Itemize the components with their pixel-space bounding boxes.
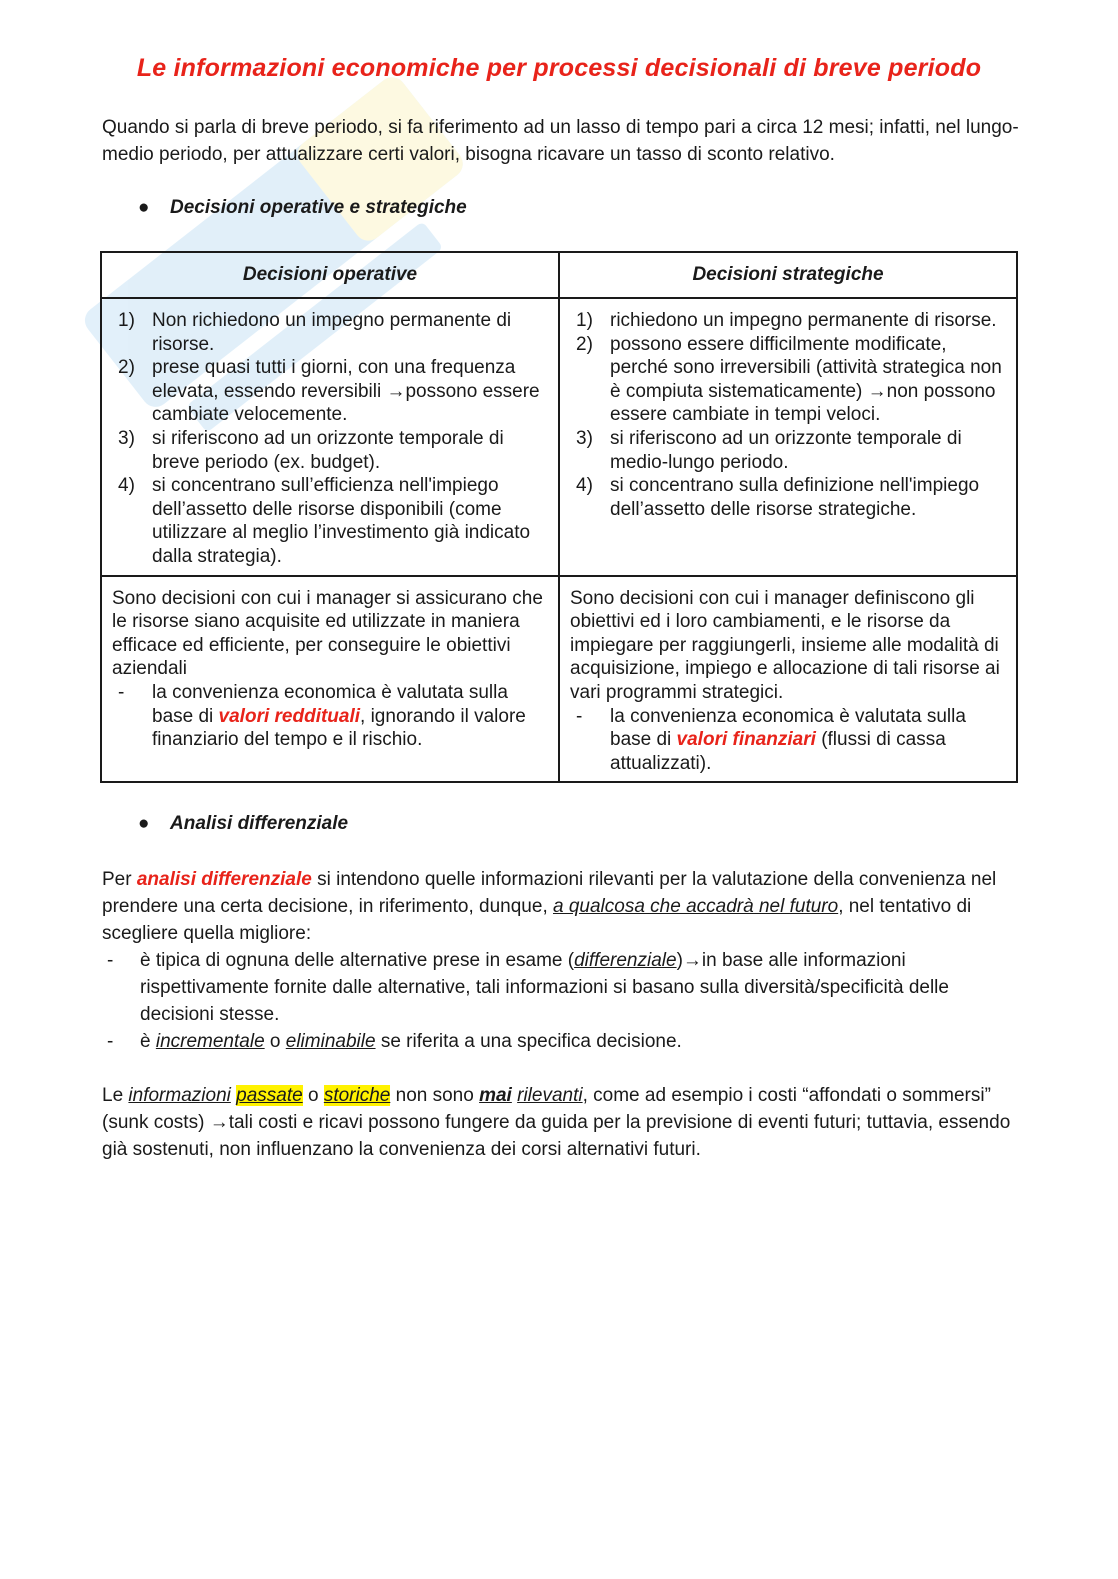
underlined-term: informazioni <box>128 1085 231 1106</box>
section-heading-decisioni <box>138 197 467 219</box>
list-item: 1) richiedono un impegno permanente di risorse. <box>576 310 997 331</box>
page-title: Le informazioni economiche per processi decisionali di breve periodo <box>136 54 982 82</box>
bullet-icon: ● <box>138 197 150 218</box>
list-item: 4) si concentrano sulla definizione nell'impiego dell’assetto delle risorse strategiche. <box>576 475 980 520</box>
underlined-term: rilevanti <box>517 1085 583 1106</box>
list-item: 3) si riferiscono ad un orizzonte temporale di breve periodo (ex. budget). <box>118 427 504 473</box>
analisi-list <box>102 947 1022 1055</box>
list-item: 2) possono essere difficilmente modificate, perché sono irreversibili (attività strategica non è compiuta sistematicamente) →non possono essere cambiate in tempi veloci. <box>576 333 1002 426</box>
underlined-term: incrementale <box>155 1031 265 1052</box>
list-item: 1) Non richiedono un impegno permanente di risorse. <box>118 310 512 355</box>
table-header-row <box>101 252 1017 298</box>
operative-items-cell <box>101 298 559 576</box>
highlight-term: valori finanziari <box>676 729 816 751</box>
section-heading-analisi <box>138 813 348 835</box>
header-operative: Decisioni operative <box>101 252 559 298</box>
strategic-items-cell <box>559 298 1017 576</box>
analisi-paragraph: Per analisi differenziale si intendono quelle informazioni rilevanti per la valutazione della convenienza nel prendere una certa decisione, in riferimento, dunque, a qualcosa che accadrà nel futuro, nel tentativo di scegliere quella migliore: <box>102 869 997 944</box>
operative-summary: Sono decisioni con cui i manager si assicurano che le risorse siano acquisite ed utilizzate in maniera efficace ed efficiente, per conseguire le obiettivi aziendali <box>112 587 543 680</box>
operative-summary-cell <box>101 576 559 783</box>
underlined-term: a qualcosa che accadrà nel futuro <box>553 896 839 917</box>
bullet-icon: ● <box>138 813 150 834</box>
list-item: - è tipica di ognuna delle alternative prese in esame (differenziale)→in base alle informazioni rispettivamente fornite dalle alternative, tali informazioni si basano sulla diversità/specificità delle decisioni stesse. <box>107 950 949 1025</box>
decisions-table <box>100 251 1018 783</box>
strategic-summary-cell <box>559 576 1017 783</box>
highlight-term: analisi differenziale <box>136 869 312 890</box>
highlighted-term: storiche <box>323 1085 391 1106</box>
list-item: 4) si concentrano sull’efficienza nell'impiego dell’assetto delle risorse disponibili (come utilizzare al meglio l’investimento già indicato dalla strategia). <box>118 475 531 567</box>
bold-term: mai <box>479 1085 512 1106</box>
intro-paragraph: Quando si parla di breve periodo, si fa riferimento ad un lasso di tempo pari a circa 12 mesi; infatti, nel lungo-medio periodo, per attualizzare certi valori, bisogna ricavare un tasso di sconto relativo. <box>102 117 1019 165</box>
highlight-term: valori reddituali <box>218 705 361 727</box>
underlined-term: differenziale <box>574 950 677 971</box>
list-item: - la convenienza economica è valutata sulla base di valori reddituali, ignorando il valore finanziario del tempo e il rischio. <box>118 681 526 751</box>
underlined-term: eliminabile <box>285 1031 376 1052</box>
table-row <box>101 576 1017 783</box>
section-heading-text: Analisi differenziale <box>170 813 349 834</box>
list-item: 3) si riferiscono ad un orizzonte temporale di medio-lungo periodo. <box>576 427 962 473</box>
list-item: - è incrementale o eliminabile se riferita a una specifica decisione. <box>107 1031 682 1052</box>
list-item: - la convenienza economica è valutata sulla base di valori finanziari (flussi di cassa attualizzati). <box>576 705 966 774</box>
strategic-summary: Sono decisioni con cui i manager definiscono gli obiettivi ed i loro cambiamenti, e le risorse da impiegare per raggiungerli, insieme alle modalità di acquisizione, impiego e allocazione di tali risorse ai vari programmi strategici. <box>570 587 1000 703</box>
sunk-costs-paragraph: Le informazioni passate o storiche non sono mai rilevanti, come ad esempio i costi “affondati o sommersi” (sunk costs) →tali costi e ricavi possono fungere da guida per la previsione di eventi futuri; tuttavia, essendo già sostenuti, non influenzano la convenienza dei corsi alternativi futuri. <box>102 1085 1011 1160</box>
header-strategic: Decisioni strategiche <box>559 252 1017 298</box>
section-heading-text: Decisioni operative e strategiche <box>170 197 467 218</box>
list-item: 2) prese quasi tutti i giorni, con una frequenza elevata, essendo reversibili →possono essere cambiate velocemente. <box>118 357 540 426</box>
highlighted-term: passate <box>236 1085 303 1106</box>
table-row <box>101 298 1017 576</box>
